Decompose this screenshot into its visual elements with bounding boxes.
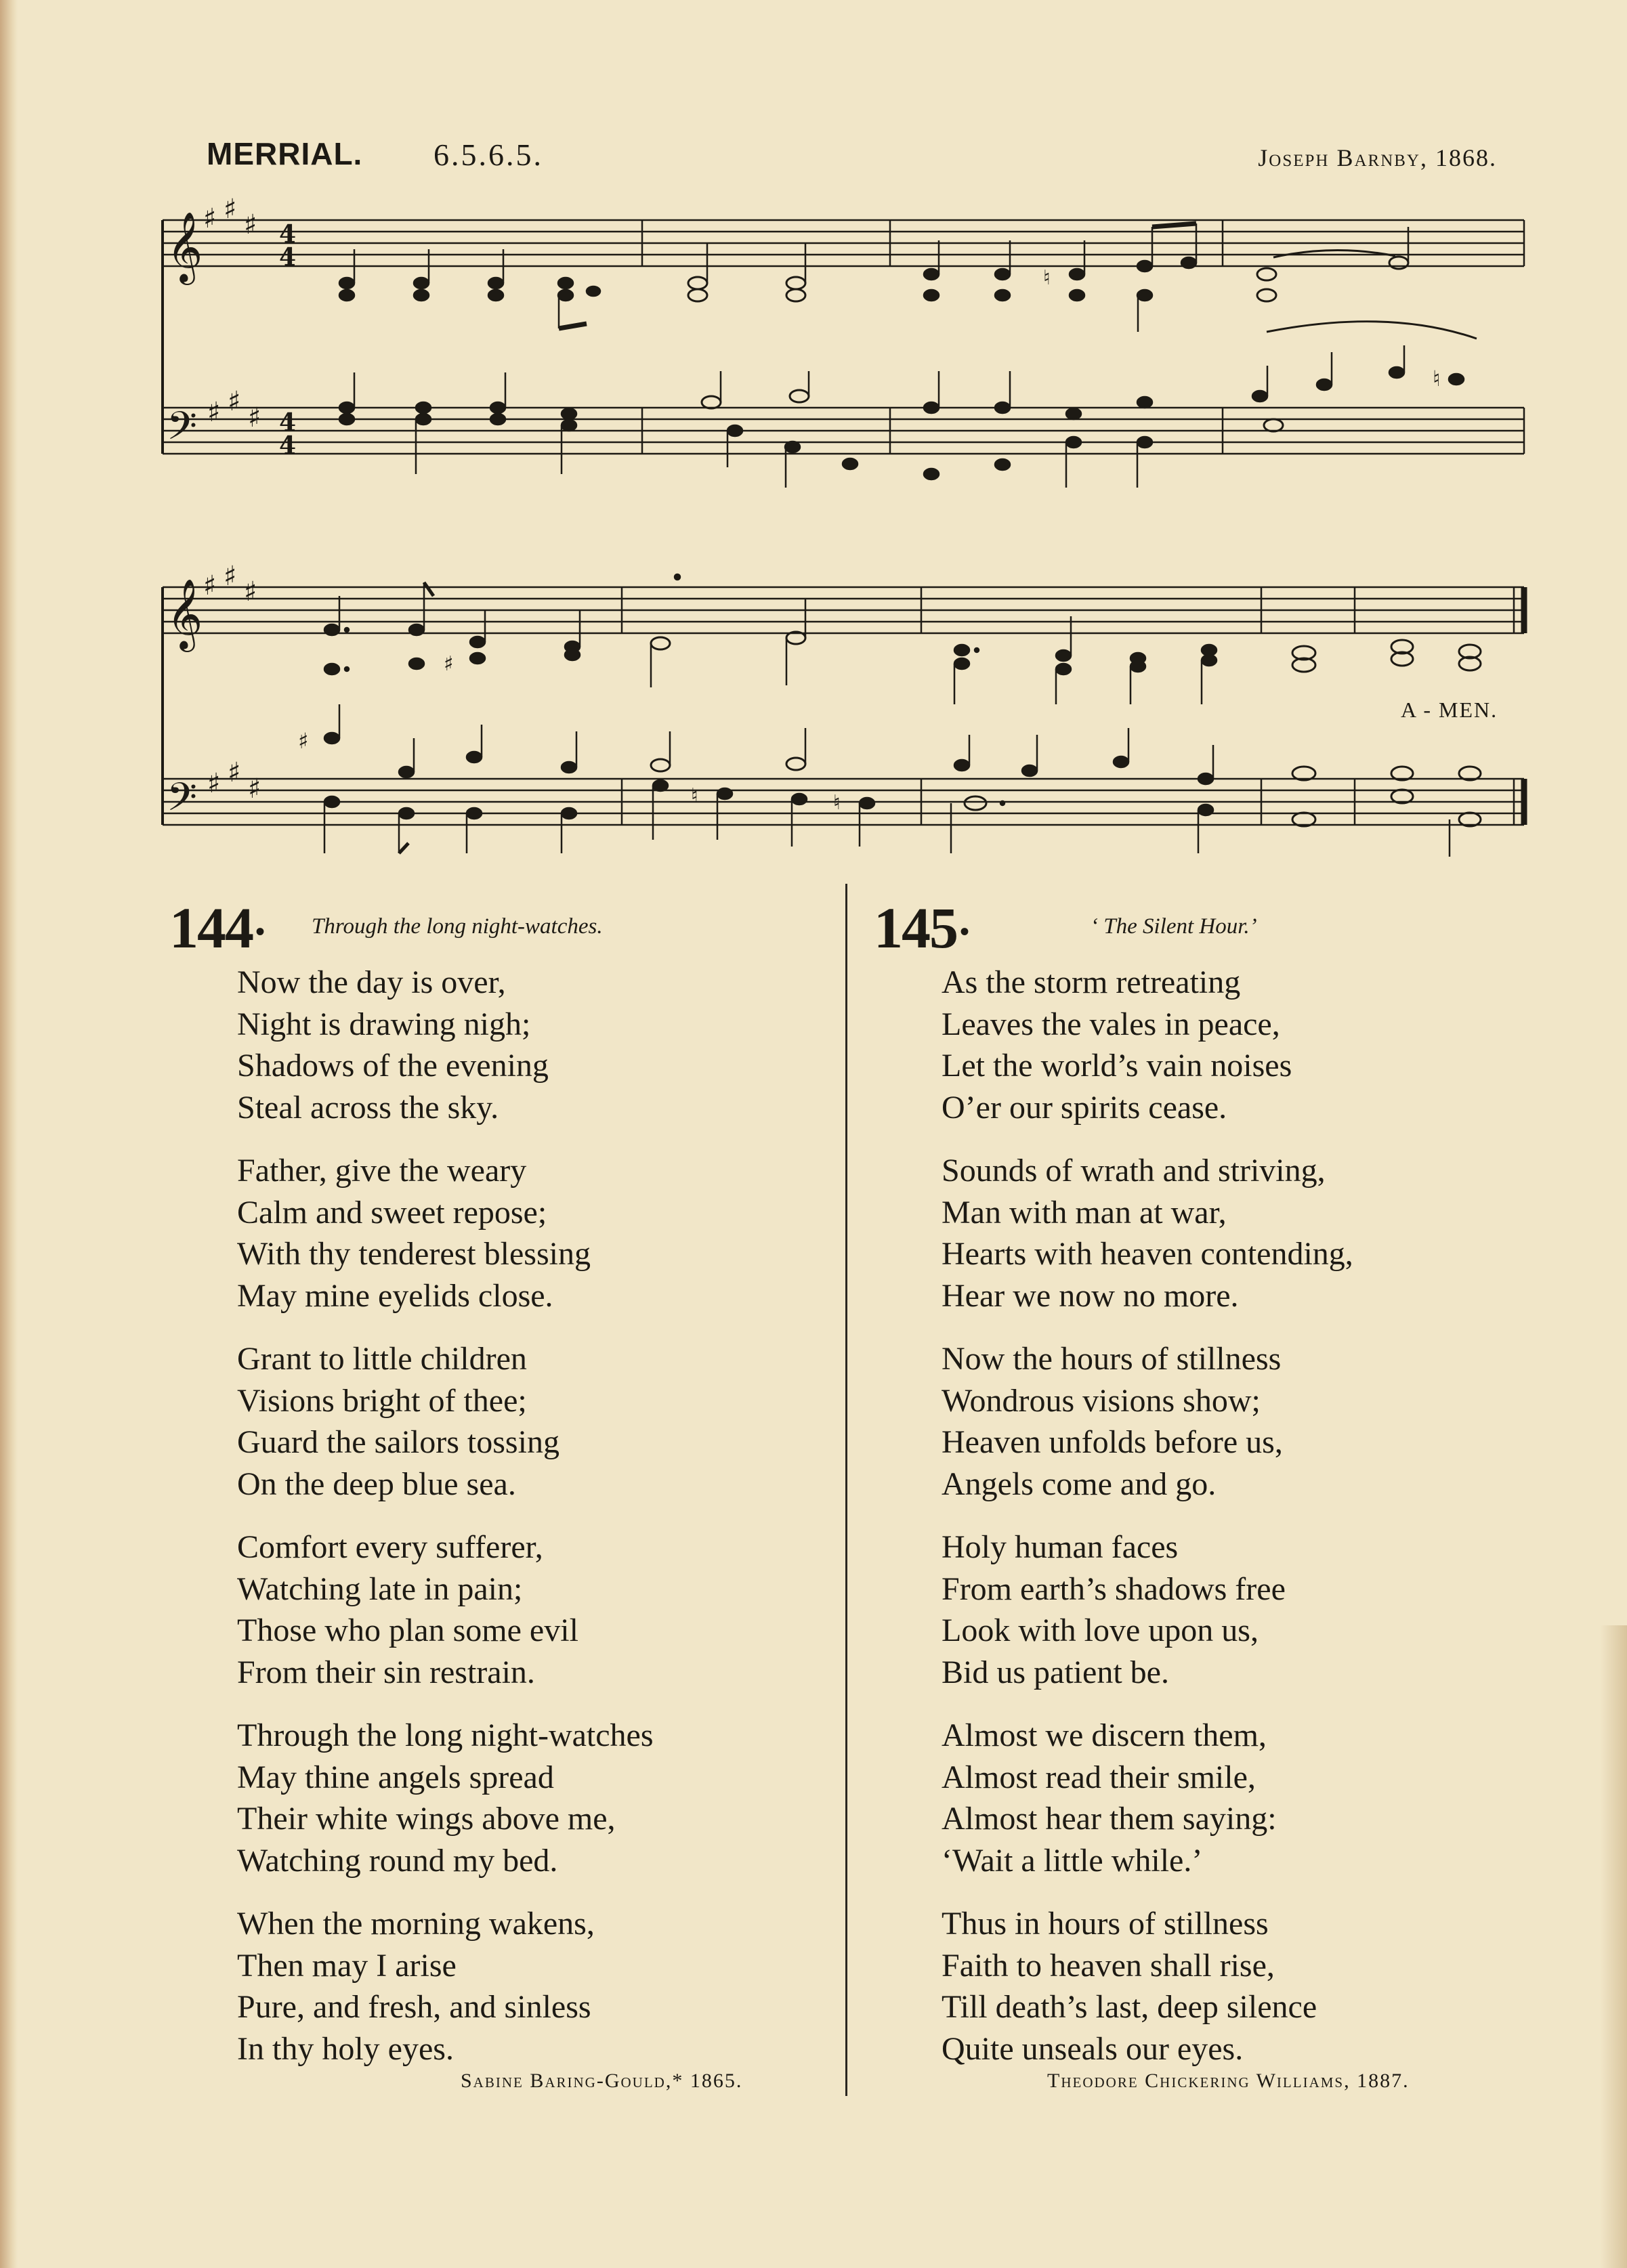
svg-text:♮: ♮: [1043, 266, 1051, 290]
verse-line: Now the hours of stillness: [942, 1341, 1282, 1377]
svg-text:♯: ♯: [207, 397, 221, 428]
stanza: [942, 1526, 1353, 1693]
svg-text:♯: ♯: [228, 757, 241, 788]
verse-line: Look with love upon us,: [942, 1612, 1259, 1648]
tune-name: MERRIAL.: [207, 136, 363, 171]
verse-line: Steal across the sky.: [237, 1089, 499, 1126]
verse-line: Watching late in pain;: [237, 1570, 523, 1607]
hymn-number: 145 •: [874, 894, 968, 962]
stanza: [942, 1338, 1353, 1505]
system-2: [163, 561, 1524, 857]
verse-line: Almost hear them saying:: [942, 1801, 1277, 1837]
verse-line: ‘Wait a little while.’: [942, 1842, 1203, 1879]
verse-line: Leaves the vales in peace,: [942, 1006, 1280, 1042]
verse-line: O’er our spirits cease.: [942, 1089, 1227, 1126]
verse-line: Watching round my bed.: [237, 1842, 558, 1879]
verse-line: Now the day is over,: [237, 964, 506, 1000]
svg-text:𝄢: 𝄢: [167, 774, 198, 830]
verse-line: Sounds of wrath and striving,: [942, 1153, 1326, 1189]
verse-line: From earth’s shadows free: [942, 1570, 1286, 1607]
verse-line: Through the long night-watches: [237, 1717, 654, 1753]
verse-line: Grant to little children: [237, 1341, 527, 1377]
tune-composer: Joseph Barnby, 1868.: [1258, 144, 1497, 171]
music-score: [0, 0, 1627, 880]
verse-line: Man with man at war,: [942, 1194, 1227, 1231]
svg-text:♮: ♮: [1433, 366, 1441, 391]
verse-line: Visions bright of thee;: [237, 1382, 527, 1419]
svg-text:𝄢: 𝄢: [167, 403, 198, 458]
verse-line: Hear we now no more.: [942, 1277, 1239, 1314]
hymn-stanzas: [237, 962, 654, 2091]
verse-line: With thy tenderest blessing: [237, 1236, 591, 1272]
verse-line: As the storm retreating: [942, 964, 1241, 1000]
verse-line: Calm and sweet repose;: [237, 1194, 547, 1231]
verse-line: When the morning wakens,: [237, 1906, 595, 1942]
stanza: [237, 962, 654, 1128]
svg-text:♯: ♯: [244, 576, 257, 607]
svg-text:4: 4: [279, 220, 297, 249]
hymn-number: 144 •: [169, 894, 263, 962]
svg-text:4: 4: [279, 243, 297, 272]
hymn-author: Theodore Chickering Williams, 1887.: [1047, 2070, 1410, 2092]
verse-line: Those who plan some evil: [237, 1612, 578, 1648]
stanza: [237, 1903, 654, 2070]
stanza: [237, 1150, 654, 1317]
verse-line: Bid us patient be.: [942, 1654, 1169, 1690]
svg-text:♯: ♯: [207, 768, 221, 799]
verse-line: Angels come and go.: [942, 1465, 1217, 1502]
svg-text:♯: ♯: [444, 652, 454, 676]
stanza: [237, 1715, 654, 1881]
hymn-author: Sabine Baring-Gould,* 1865.: [461, 2070, 743, 2092]
svg-text:♯: ♯: [244, 209, 257, 240]
page-edge-shadow: [1600, 1625, 1627, 2268]
tune-meter: 6.5.6.5.: [434, 137, 543, 172]
verse-line: Quite unseals our eyes.: [942, 2030, 1244, 2067]
column-divider: [845, 884, 847, 2096]
svg-text:4: 4: [279, 408, 297, 437]
svg-text:𝄞: 𝄞: [167, 211, 203, 282]
stanza: [237, 1526, 654, 1693]
system-1: [163, 194, 1524, 488]
amen-label: A - MEN.: [1401, 698, 1498, 722]
hymn-title: Through the long night-watches.: [312, 914, 603, 939]
verse-line: Wondrous visions show;: [942, 1382, 1261, 1419]
hymn-title: ‘ The Silent Hour.’: [1091, 914, 1257, 939]
svg-text:♮: ♮: [691, 784, 698, 808]
svg-text:♯: ♯: [203, 203, 217, 234]
verse-line: Let the world’s vain noises: [942, 1048, 1292, 1084]
verse-line: Heaven unfolds before us,: [942, 1424, 1283, 1460]
verse-line: May thine angels spread: [237, 1759, 554, 1795]
verse-line: Holy human faces: [942, 1529, 1179, 1565]
svg-text:♯: ♯: [298, 728, 309, 754]
verse-line: May mine eyelids close.: [237, 1277, 553, 1314]
verse-line: Thus in hours of stillness: [942, 1906, 1269, 1942]
verse-line: Their white wings above me,: [237, 1801, 616, 1837]
verse-line: Father, give the weary: [237, 1153, 527, 1189]
verse-line: Till death’s last, deep silence: [942, 1989, 1317, 2025]
verse-line: Shadows of the evening: [237, 1048, 549, 1084]
svg-text:♯: ♯: [248, 402, 261, 433]
verse-line: Comfort every sufferer,: [237, 1529, 543, 1565]
verse-line: Hearts with heaven contending,: [942, 1236, 1353, 1272]
svg-text:𝄞: 𝄞: [167, 578, 203, 649]
verse-line: On the deep blue sea.: [237, 1465, 516, 1502]
stanza: [942, 1150, 1353, 1317]
verse-line: From their sin restrain.: [237, 1654, 535, 1690]
verse-line: Then may I arise: [237, 1947, 457, 1984]
svg-text:♯: ♯: [224, 194, 237, 225]
verse-line: Faith to heaven shall rise,: [942, 1947, 1275, 1984]
svg-text:♯: ♯: [228, 386, 241, 417]
verse-line: Guard the sailors tossing: [237, 1424, 559, 1460]
svg-text:4: 4: [279, 431, 297, 460]
svg-text:♯: ♯: [248, 773, 261, 805]
stanza: [942, 1903, 1353, 2070]
svg-text:♯: ♯: [203, 570, 217, 601]
svg-text:♯: ♯: [224, 561, 237, 592]
verse-line: Night is drawing nigh;: [237, 1006, 531, 1042]
hymn-stanzas: [942, 962, 1353, 2091]
verse-line: Pure, and fresh, and sinless: [237, 1989, 591, 2025]
verse-line: In thy holy eyes.: [237, 2030, 454, 2067]
verse-line: Almost we discern them,: [942, 1717, 1267, 1753]
stanza: [942, 1715, 1353, 1881]
svg-text:♮: ♮: [833, 791, 841, 815]
stanza: [942, 962, 1353, 1128]
stanza: [237, 1338, 654, 1505]
verse-line: Almost read their smile,: [942, 1759, 1256, 1795]
